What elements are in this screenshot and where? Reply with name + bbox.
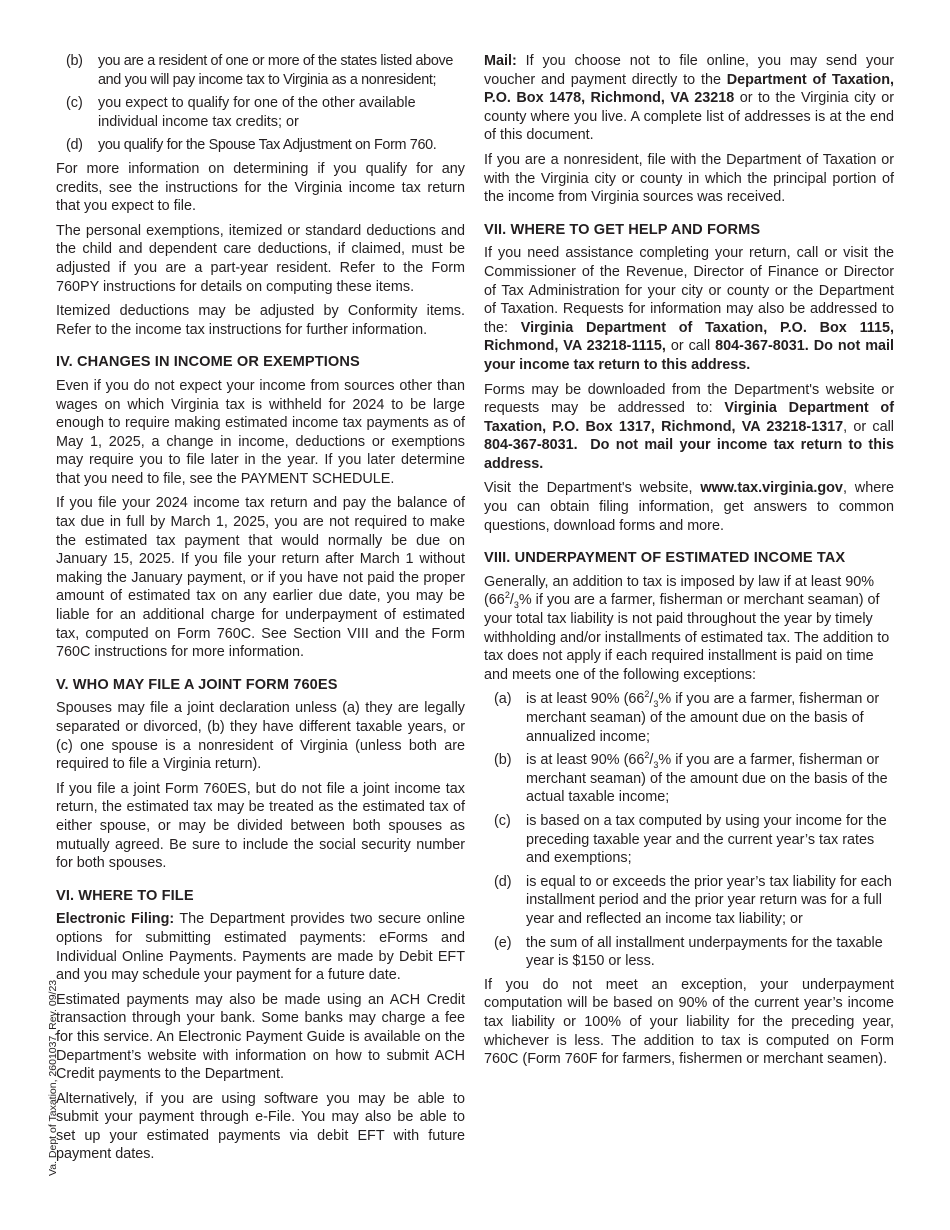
help-address: Virginia Department of Taxation, P.O. Box 1115, Richmond, VA 23218-1115, (484, 319, 894, 355)
section-4-paragraph-2: If you file your 2024 income tax return and pay the balance of tax due in full by March 1, 2025, you are not required to make the estimated tax payment that would normally be due on January 15, 2025. If you file your return after March 1 without making the January payment, or if you have not paid the proper amount of estimated tax on any earlier due date, you may be liable for an additional charge for underpayment of estimated tax, computed on Form 760C. See Section VIII and the Form 760C instructions for more information. (56, 495, 465, 661)
list-item-label: (d) (66, 137, 83, 154)
list-item-label: (e) (494, 934, 512, 951)
list-item (56, 136, 465, 155)
list-item-text: you qualify for the Spouse Tax Adjustment on Form 760. (98, 137, 437, 154)
electronic-filing-label: Electronic Filing: (56, 911, 175, 928)
mail-paragraph (484, 52, 894, 145)
form-revision-note: Va. Dept of Taxation, 2601037, Rev. 09/23 (47, 979, 59, 1176)
mail-label: Mail: (484, 53, 517, 69)
right-column (484, 52, 894, 1075)
list-item-label: (b) (494, 752, 512, 769)
exception-item-a (484, 690, 894, 746)
itemized-paragraph: Itemized deductions may be adjusted by Conformity items. Refer to the income tax instructions for further information. (56, 303, 465, 338)
list-item (56, 52, 465, 89)
section-4-paragraph-1: Even if you do not expect your income from sources other than wages on which Virginia tax is withheld for 2024 to be large enough to require making estimated income tax payments as of May 1, 2025, a change in income, deductions or exemptions may require you to file later in the year. If you later determine that you need to file, see the PAYMENT SCHEDULE. (56, 377, 465, 487)
fraction-denominator: 3 (513, 600, 519, 611)
list-item-text: the sum of all installment underpayments for the taxable year is $150 or less. (526, 934, 883, 970)
list-item-text (526, 690, 894, 746)
list-item-label: (c) (66, 95, 83, 112)
list-item-label: (d) (494, 873, 512, 890)
exception-item-b (484, 751, 894, 807)
section-5-paragraph-1: Spouses may file a joint declaration unless (a) they are legally separated or divorced, (b) they have different taxable years, or (c) one spouse is a nonresident of Virginia (unless both are required to file a Virginia return). (56, 700, 465, 773)
forms-or-call: , or call (843, 418, 894, 435)
list-item-text: you are a resident of one or more of the states listed above and you will pay income tax to Virginia as a nonresident; (98, 53, 453, 88)
item-b-pre: is at least 90% (66 (526, 752, 645, 769)
forms-text: Forms may be downloaded from the Department's website or requests may be addressed to: (484, 381, 894, 417)
mail-address: Department of Taxation, P.O. Box 1478, Richmond, VA 23218 (484, 71, 894, 107)
item-b-post: % if you are a farmer, fisherman or merchant seaman) of the amount due on the basis of the actual taxable income; (526, 752, 888, 806)
forms-phone: 804-367-8031. (484, 437, 578, 454)
website-paragraph (484, 479, 894, 535)
nonresident-paragraph: If you are a nonresident, file with the Department of Taxation or with the Virginia city or county in which the principal portion of the income from Virginia sources was received. (484, 151, 894, 206)
help-or-call: or call (665, 338, 716, 355)
help-phone: 804-367-8031. (715, 338, 809, 355)
list-item-text: you expect to qualify for one of the other available individual income tax credits; or (98, 95, 416, 130)
help-paragraph (484, 244, 894, 374)
forms-address: Virginia Department of Taxation, P.O. Box 1317, Richmond, VA 23218-1317 (484, 400, 894, 435)
list-item-label: (b) (66, 53, 83, 69)
software-paragraph: Alternatively, if you are using software you may be able to submit your payment through e-File. You may also be able to set up your estimated payments via debit EFT with future payment dates. (56, 1090, 465, 1163)
intro-text-1: Generally, an addition to tax is imposed by law if at least 90% (66 (484, 573, 875, 609)
left-column (56, 52, 465, 1170)
list-item-text: is based on a tax computed by using your income for the preceding taxable year and the current year’s tax rates and exemptions; (526, 812, 887, 867)
list-item-label: (a) (494, 691, 512, 708)
list-item (56, 94, 465, 131)
electronic-filing-paragraph (56, 910, 465, 984)
fraction-numerator: 2 (504, 590, 510, 601)
list-item-label: (c) (494, 812, 511, 829)
website-text-1: Visit the Department's website, (484, 480, 701, 497)
credits-paragraph: For more information on determining if you qualify for any credits, see the instructions for the Virginia income tax return that you expect to file. (56, 160, 465, 215)
website-link[interactable]: www.tax.virginia.gov (700, 480, 843, 497)
fraction-numerator: 2 (644, 689, 650, 700)
exception-item-e (484, 934, 894, 971)
mail-text-1: If you choose not to file online, you may send your voucher and payment directly to the (484, 53, 894, 88)
section-7-heading: VII. WHERE TO GET HELP AND FORMS (484, 221, 761, 238)
section-8-heading: VIII. UNDERPAYMENT OF ESTIMATED INCOME TAX (484, 550, 846, 567)
fraction-slash: / (509, 592, 514, 609)
mail-text-2: or to the Virginia city or county where you live. A complete list of addresses is at the end of this document. (484, 90, 895, 144)
fraction-slash: / (649, 752, 654, 769)
fraction-denominator: 3 (653, 699, 659, 710)
forms-warning: Do not mail your income tax return to this address. (484, 437, 895, 472)
section-5-heading: V. WHO MAY FILE A JOINT FORM 760ES (56, 676, 338, 693)
fraction-slash: / (649, 691, 654, 708)
exception-item-d (484, 873, 894, 929)
forms-paragraph (484, 381, 894, 474)
intro-text-2: % if you are a farmer, fisherman or merchant seaman) of your total tax liability is not paid throughout the year by timely withholding and/or installments of estimated tax. The addition to tax does not apply if each required installment is paid on time and meets one of the following exceptions: (484, 592, 890, 683)
ach-paragraph: Estimated payments may also be made using an ACH Credit transaction through your bank. Some banks may charge a fee for this service. An Electronic Payment Guide is available on the Department’s website with information on how to submit ACH Credit payments to the Department. (56, 991, 465, 1083)
section-5-paragraph-2: If you file a joint Form 760ES, but do not file a joint income tax return, the estimated tax may be treated as the estimated tax of either spouse, or may be divided between both spouses as mutually agreed. Be sure to include the social security number for both spouses. (56, 780, 465, 872)
section-4-heading: IV. CHANGES IN INCOME OR EXEMPTIONS (56, 354, 360, 371)
item-a-post: % if you are a farmer, fisherman or merchant seaman) of the amount due on the basis of annualized income; (526, 691, 880, 745)
underpayment-intro (484, 573, 894, 685)
list-item-text: is equal to or exceeds the prior year’s tax liability for each installment period and the prior year return was for a full year and reflected an income tax liability; or (526, 873, 892, 927)
help-warning: Do not mail your income tax return to this address. (484, 338, 895, 373)
underpayment-closing: If you do not meet an exception, your underpayment computation will be based on 90% of the current year’s income tax liability or 100% of your liability for the preceding year, whichever is less. The addition to tax is computed on Form 760C (Form 760F for farmers, fishermen or merchant seamen). (484, 976, 894, 1068)
exemptions-paragraph: The personal exemptions, itemized or standard deductions and the child and dependent care deductions, if claimed, must be adjusted if you are a part-year resident. Refer to the Form 760PY instructions for details on computing these items. (56, 222, 465, 295)
fraction-numerator: 2 (644, 750, 650, 761)
website-text-2: , where you can obtain filing information, get answers to common questions, download forms and more. (484, 480, 894, 534)
exception-item-c (484, 812, 894, 868)
help-text: If you need assistance completing your return, call or visit the Commissioner of the Revenue, Director of Finance or Director of Tax Administration for your city or county or the Department of Taxation. Requests for information may also be addressed to the: (484, 245, 894, 336)
fraction-denominator: 3 (653, 760, 659, 771)
item-a-pre: is at least 90% (66 (526, 691, 645, 708)
list-item-text (526, 751, 894, 807)
electronic-filing-text: The Department provides two secure online options for submitting estimated payments: eForms and Individual Online Payments. Payments are made by Debit EFT and you may schedule your payment for a future date. (56, 911, 465, 984)
section-6-heading: VI. WHERE TO FILE (56, 887, 194, 904)
